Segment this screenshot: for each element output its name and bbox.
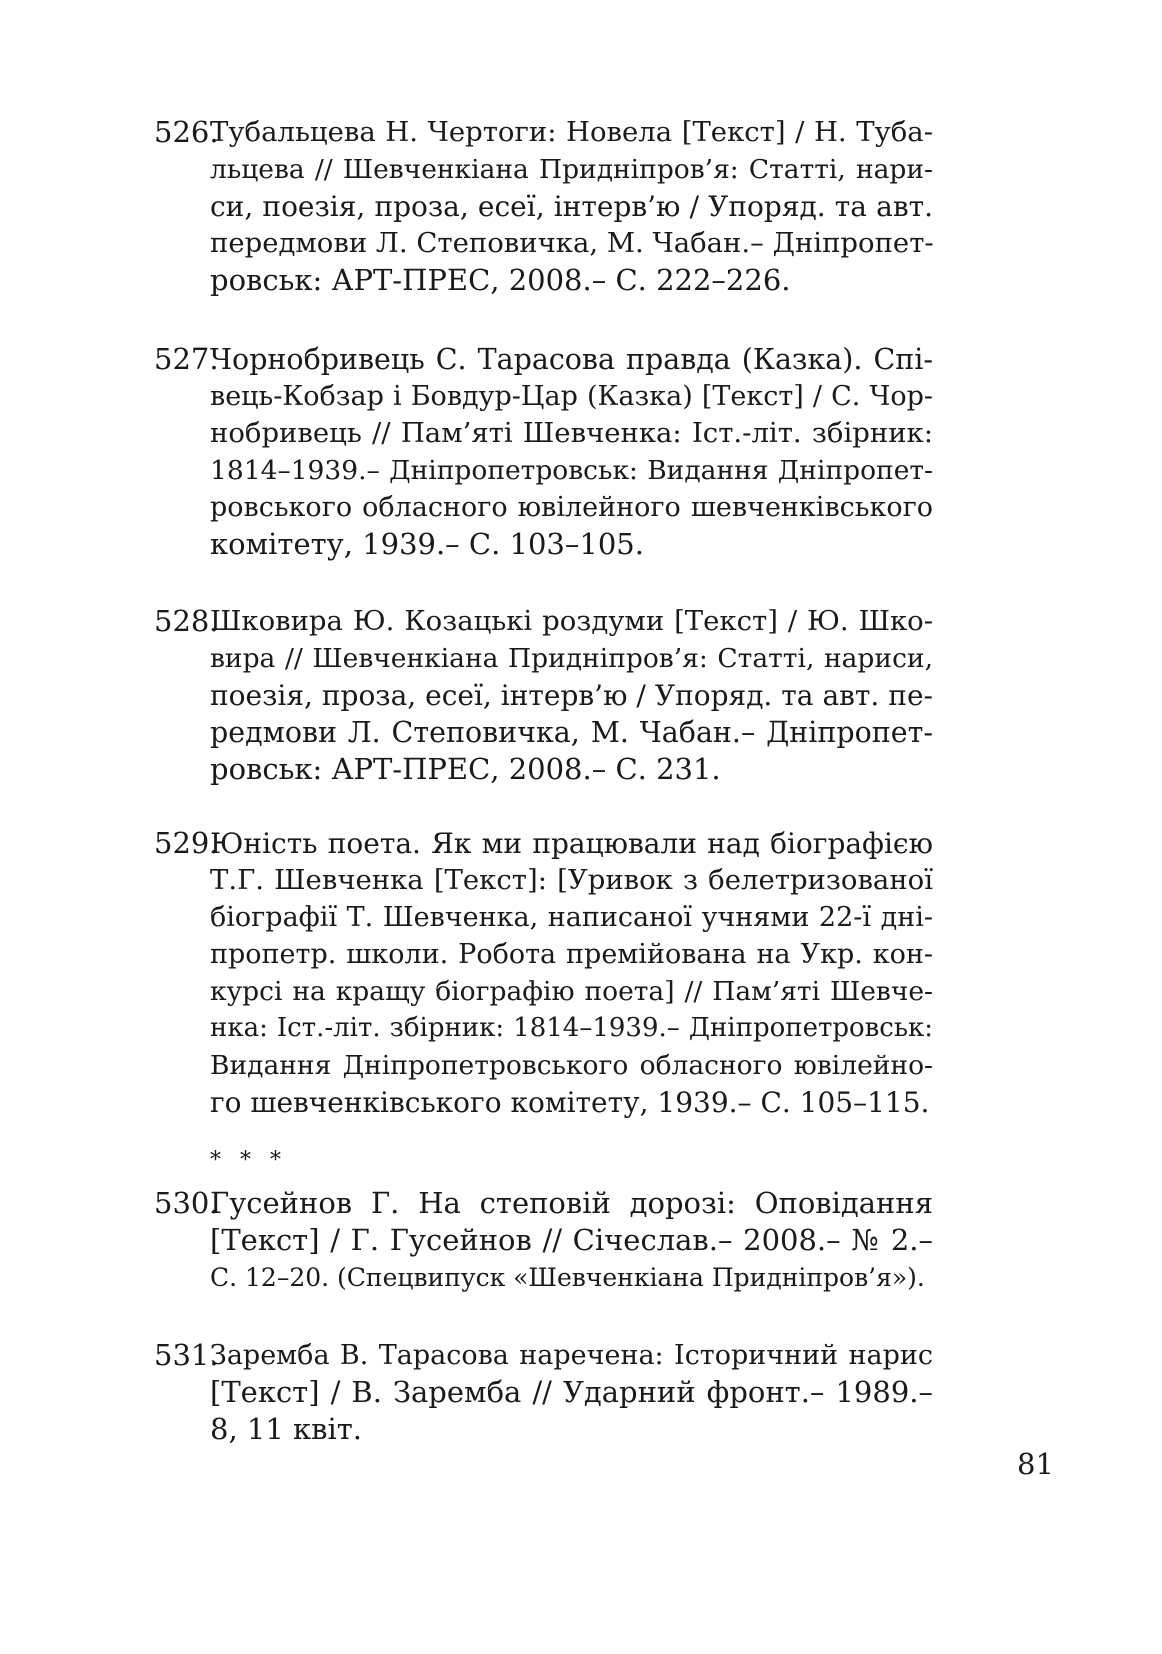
bibliography-entry-531: [154, 1337, 933, 1448]
entry-line: нка: Іст.-літ. збірник: 1814–1939.– Дніпропетровськ:: [210, 1013, 933, 1043]
entry-number: 530.: [154, 1186, 219, 1220]
entry-line: си, поезія, проза, есеї, інтерв’ю / Упоряд. та авт.: [210, 190, 933, 223]
entry-line: Чорнобривець С. Тарасова правда (Казка). Спі-: [210, 343, 933, 376]
entry-line: Шковира Ю. Козацькі роздуми [Текст] / Ю. Шко-: [210, 605, 933, 637]
entry-line: Видання Дніпропетровського обласного ювілейно-: [210, 1050, 933, 1081]
bibliography-entry-530: [154, 1185, 933, 1296]
entry-line: [Текст] / В. Заремба // Ударний фронт.– 1989.–: [210, 1375, 933, 1409]
bibliography-entry-527: [154, 341, 933, 563]
entry-line: льцева // Шевченкіана Придніпров’я: Статті, нари-: [210, 154, 933, 185]
entry-line: Гусейнов Г. На степовій дорозі: Оповідання: [210, 1186, 933, 1220]
entry-line: редмови Л. Степовичка, М. Чабан.– Дніпропет-: [210, 716, 933, 749]
entry-number: 529.: [154, 826, 219, 860]
entry-line: [Текст] / Г. Гусейнов // Січеслав.– 2008.– № 2.–: [210, 1223, 933, 1257]
entry-number: 531.: [154, 1338, 219, 1372]
entry-line: нобривець // Пам’яті Шевченка: Іст.-літ. збірник:: [210, 417, 933, 449]
entry-number: 528.: [154, 604, 219, 638]
entry-line: ровського обласного ювілейного шевченківського: [210, 492, 933, 523]
entry-line: Юність поета. Як ми працювали над біографією: [210, 827, 933, 860]
page-number: 81: [1017, 1447, 1054, 1481]
bibliography-entry-529: [154, 825, 933, 1121]
entry-number: 526.: [154, 115, 219, 149]
bibliography-entry-528: [154, 603, 933, 788]
entry-line: біографії Т. Шевченка, написаної учнями 22-ї дні-: [210, 902, 933, 933]
entry-line: ровськ: АРТ-ПРЕС, 2008.– С. 231.: [210, 752, 721, 786]
entry-line: Т.Г. Шевченка [Текст]: [Уривок з белетризованої: [210, 864, 933, 896]
entry-line: 1814–1939.– Дніпропетровськ: Видання Дніпропет-: [210, 455, 933, 486]
entry-line: ровськ: АРТ-ПРЕС, 2008.– С. 222–226.: [210, 263, 791, 297]
entry-line: поезія, проза, есеї, інтерв’ю / Упоряд. та авт. пе-: [210, 679, 933, 712]
bibliography-entry-526: [154, 114, 933, 299]
entry-line: С. 12–20. (Спецвипуск «Шевченкіана Придніпров’я»).: [210, 1263, 925, 1292]
entry-line: вець-Кобзар і Бовдур-Цар (Казка) [Текст] / С. Чор-: [210, 381, 933, 412]
entry-line: Тубальцева Н. Чертоги: Новела [Текст] / Н. Туба-: [210, 116, 933, 148]
entry-line: курсі на кращу біографію поета] // Пам’яті Шевче-: [210, 976, 933, 1007]
entry-line: го шевченківського комітету, 1939.– С. 105–115.: [210, 1086, 930, 1119]
entry-line: Заремба В. Тарасова наречена: Історичний нарис: [210, 1340, 933, 1371]
entry-line: 8, 11 квіт.: [210, 1412, 362, 1446]
entry-number: 527.: [154, 342, 219, 376]
entry-line: вира // Шевченкіана Придніпров’я: Статті, нариси,: [210, 643, 933, 674]
entry-line: комітету, 1939.– С. 103–105.: [210, 527, 644, 561]
entry-line: пропетр. школи. Робота премійована на Укр. кон-: [210, 939, 933, 970]
section-separator: * * *: [210, 1148, 287, 1173]
entry-line: передмови Л. Степовичка, М. Чабан.– Дніпропет-: [210, 227, 934, 259]
